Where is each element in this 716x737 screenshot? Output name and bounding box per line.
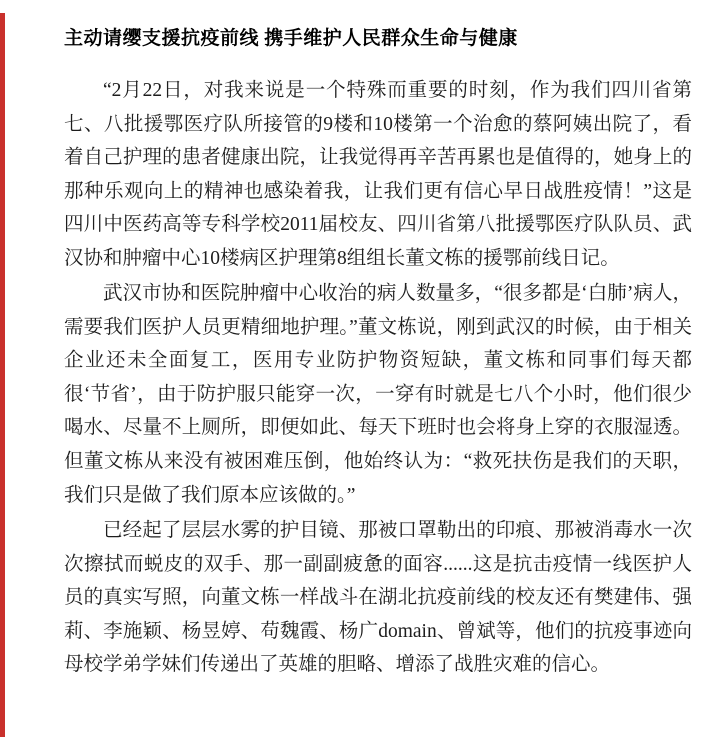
paragraph: 已经起了层层水雾的护目镜、那被口罩勒出的印痕、那被消毒水一次次擦拭而蜕皮的双手、那一副副疲惫的面容......这是抗击疫情一线医护人员的真实写照，向董文栋一样战斗在湖北抗疫前线的校友还有樊建伟、强莉、李施颖、杨昱婷、苟魏霞、杨广domain、曾斌等，他们的抗疫事迹向母校学弟学妹们传递出了英雄的胆略、增添了战胜灾难的信心。	[64, 520, 692, 676]
left-accent-bar	[0, 13, 5, 737]
paragraph: “2月22日，对我来说是一个特殊而重要的时刻，作为我们四川省第七、八批援鄂医疗队所接管的9楼和10楼第一个治愈的蔡阿姨出院了，看着自己护理的患者健康出院，让我觉得再辛苦再累也是值得的，她身上的那种乐观向上的精神也感染着我，让我们更有信心早日战胜疫情！”这是四川中医药高等专科学校2011届校友、四川省第八批援鄂医疗队队员、武汉协和肿瘤中心10楼病区护理第8组组长董文栋的援鄂前线日记。	[64, 80, 692, 269]
page-title: 主动请缨支援抗疫前线 携手维护人民群众生命与健康	[64, 27, 518, 49]
document-page	[0, 13, 716, 737]
paragraph: 武汉市协和医院肿瘤中心收治的病人数量多，“很多都是‘白肺’病人，需要我们医护人员更精细地护理。”董文栋说，刚到武汉的时候，由于相关企业还未全面复工，医用专业防护物资短缺，董文栋和同事们每天都很‘节省’，由于防护服只能穿一次，一穿有时就是七八个小时，他们很少喝水、尽量不上厕所，即便如此、每天下班时也会将身上穿的衣服湿透。但董文栋从来没有被困难压倒，他始终认为：“救死扶伤是我们的天职，我们只是做了我们原本应该做的。”	[64, 283, 692, 506]
article-body	[18, 74, 698, 682]
